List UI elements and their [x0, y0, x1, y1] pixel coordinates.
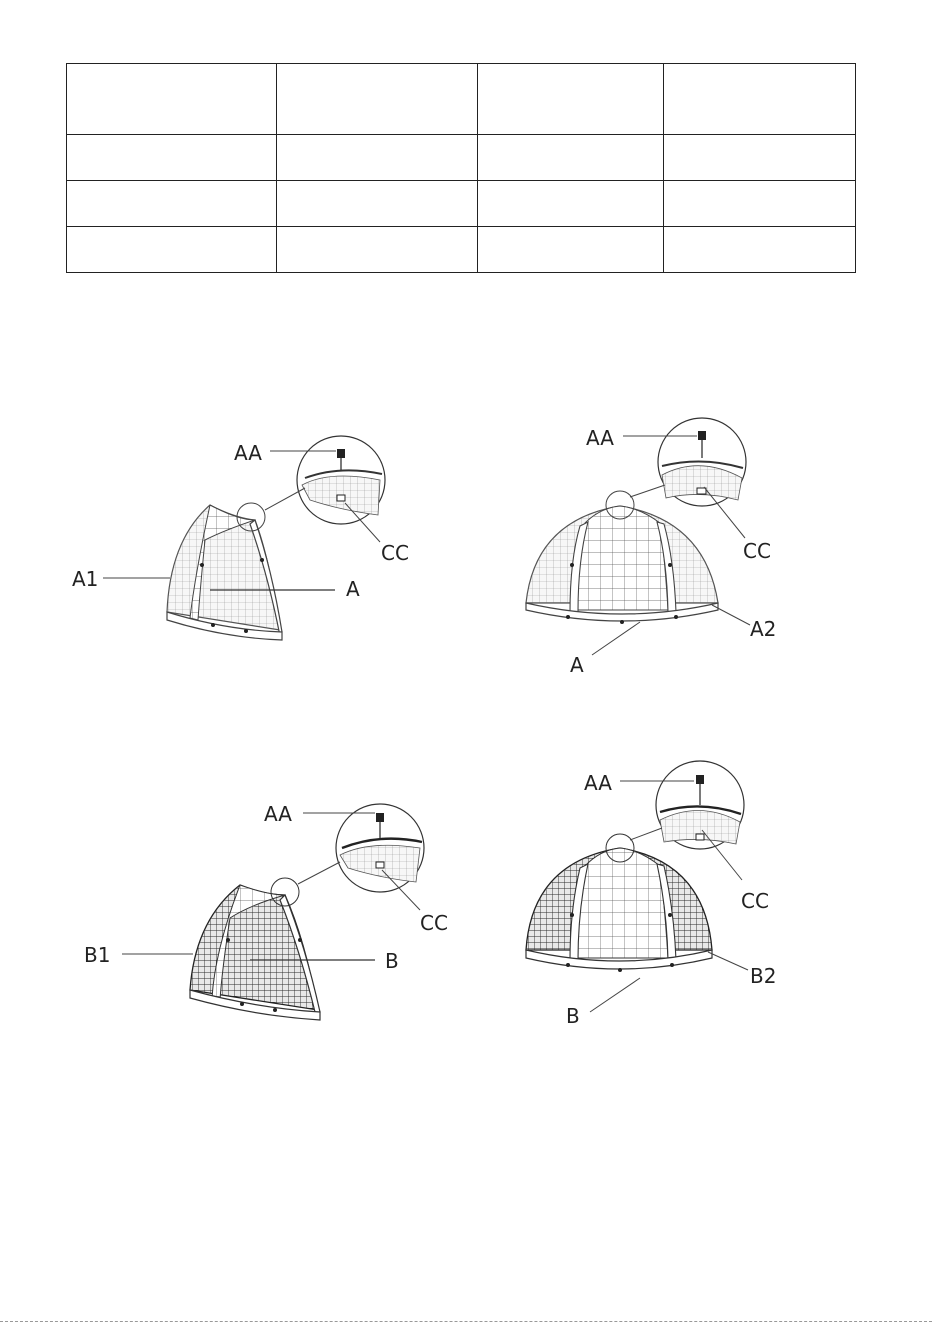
label-side: A1	[72, 567, 99, 591]
figure-quarter-dome-b	[84, 802, 448, 1020]
label-aa: AA	[586, 426, 614, 450]
label-aa: AA	[584, 771, 612, 795]
quarter-dome-drawing	[190, 878, 320, 1020]
quarter-dome-drawing	[167, 503, 282, 640]
figure-half-dome-a	[526, 418, 776, 677]
label-aa: AA	[264, 802, 292, 826]
detail-callout-circle	[630, 418, 746, 506]
label-cc: CC	[420, 911, 448, 935]
label-cc: CC	[741, 889, 769, 913]
detail-callout-circle	[630, 761, 744, 849]
label-cc: CC	[381, 541, 409, 565]
page-bottom-rule	[0, 1321, 932, 1322]
label-cc: CC	[743, 539, 771, 563]
label-side: B1	[84, 943, 111, 967]
half-dome-drawing	[526, 491, 718, 624]
half-dome-drawing	[526, 834, 712, 972]
label-aa: AA	[234, 441, 262, 465]
figure-half-dome-b	[526, 761, 776, 1028]
label-main: A	[346, 577, 360, 601]
figure-quarter-dome-a	[72, 436, 409, 640]
label-side: B2	[750, 964, 777, 988]
label-main: B	[566, 1004, 580, 1028]
detail-callout-circle	[265, 436, 385, 524]
label-side: A2	[750, 617, 777, 641]
detail-callout-circle	[298, 804, 424, 892]
label-main: B	[385, 949, 399, 973]
label-main: A	[570, 653, 584, 677]
